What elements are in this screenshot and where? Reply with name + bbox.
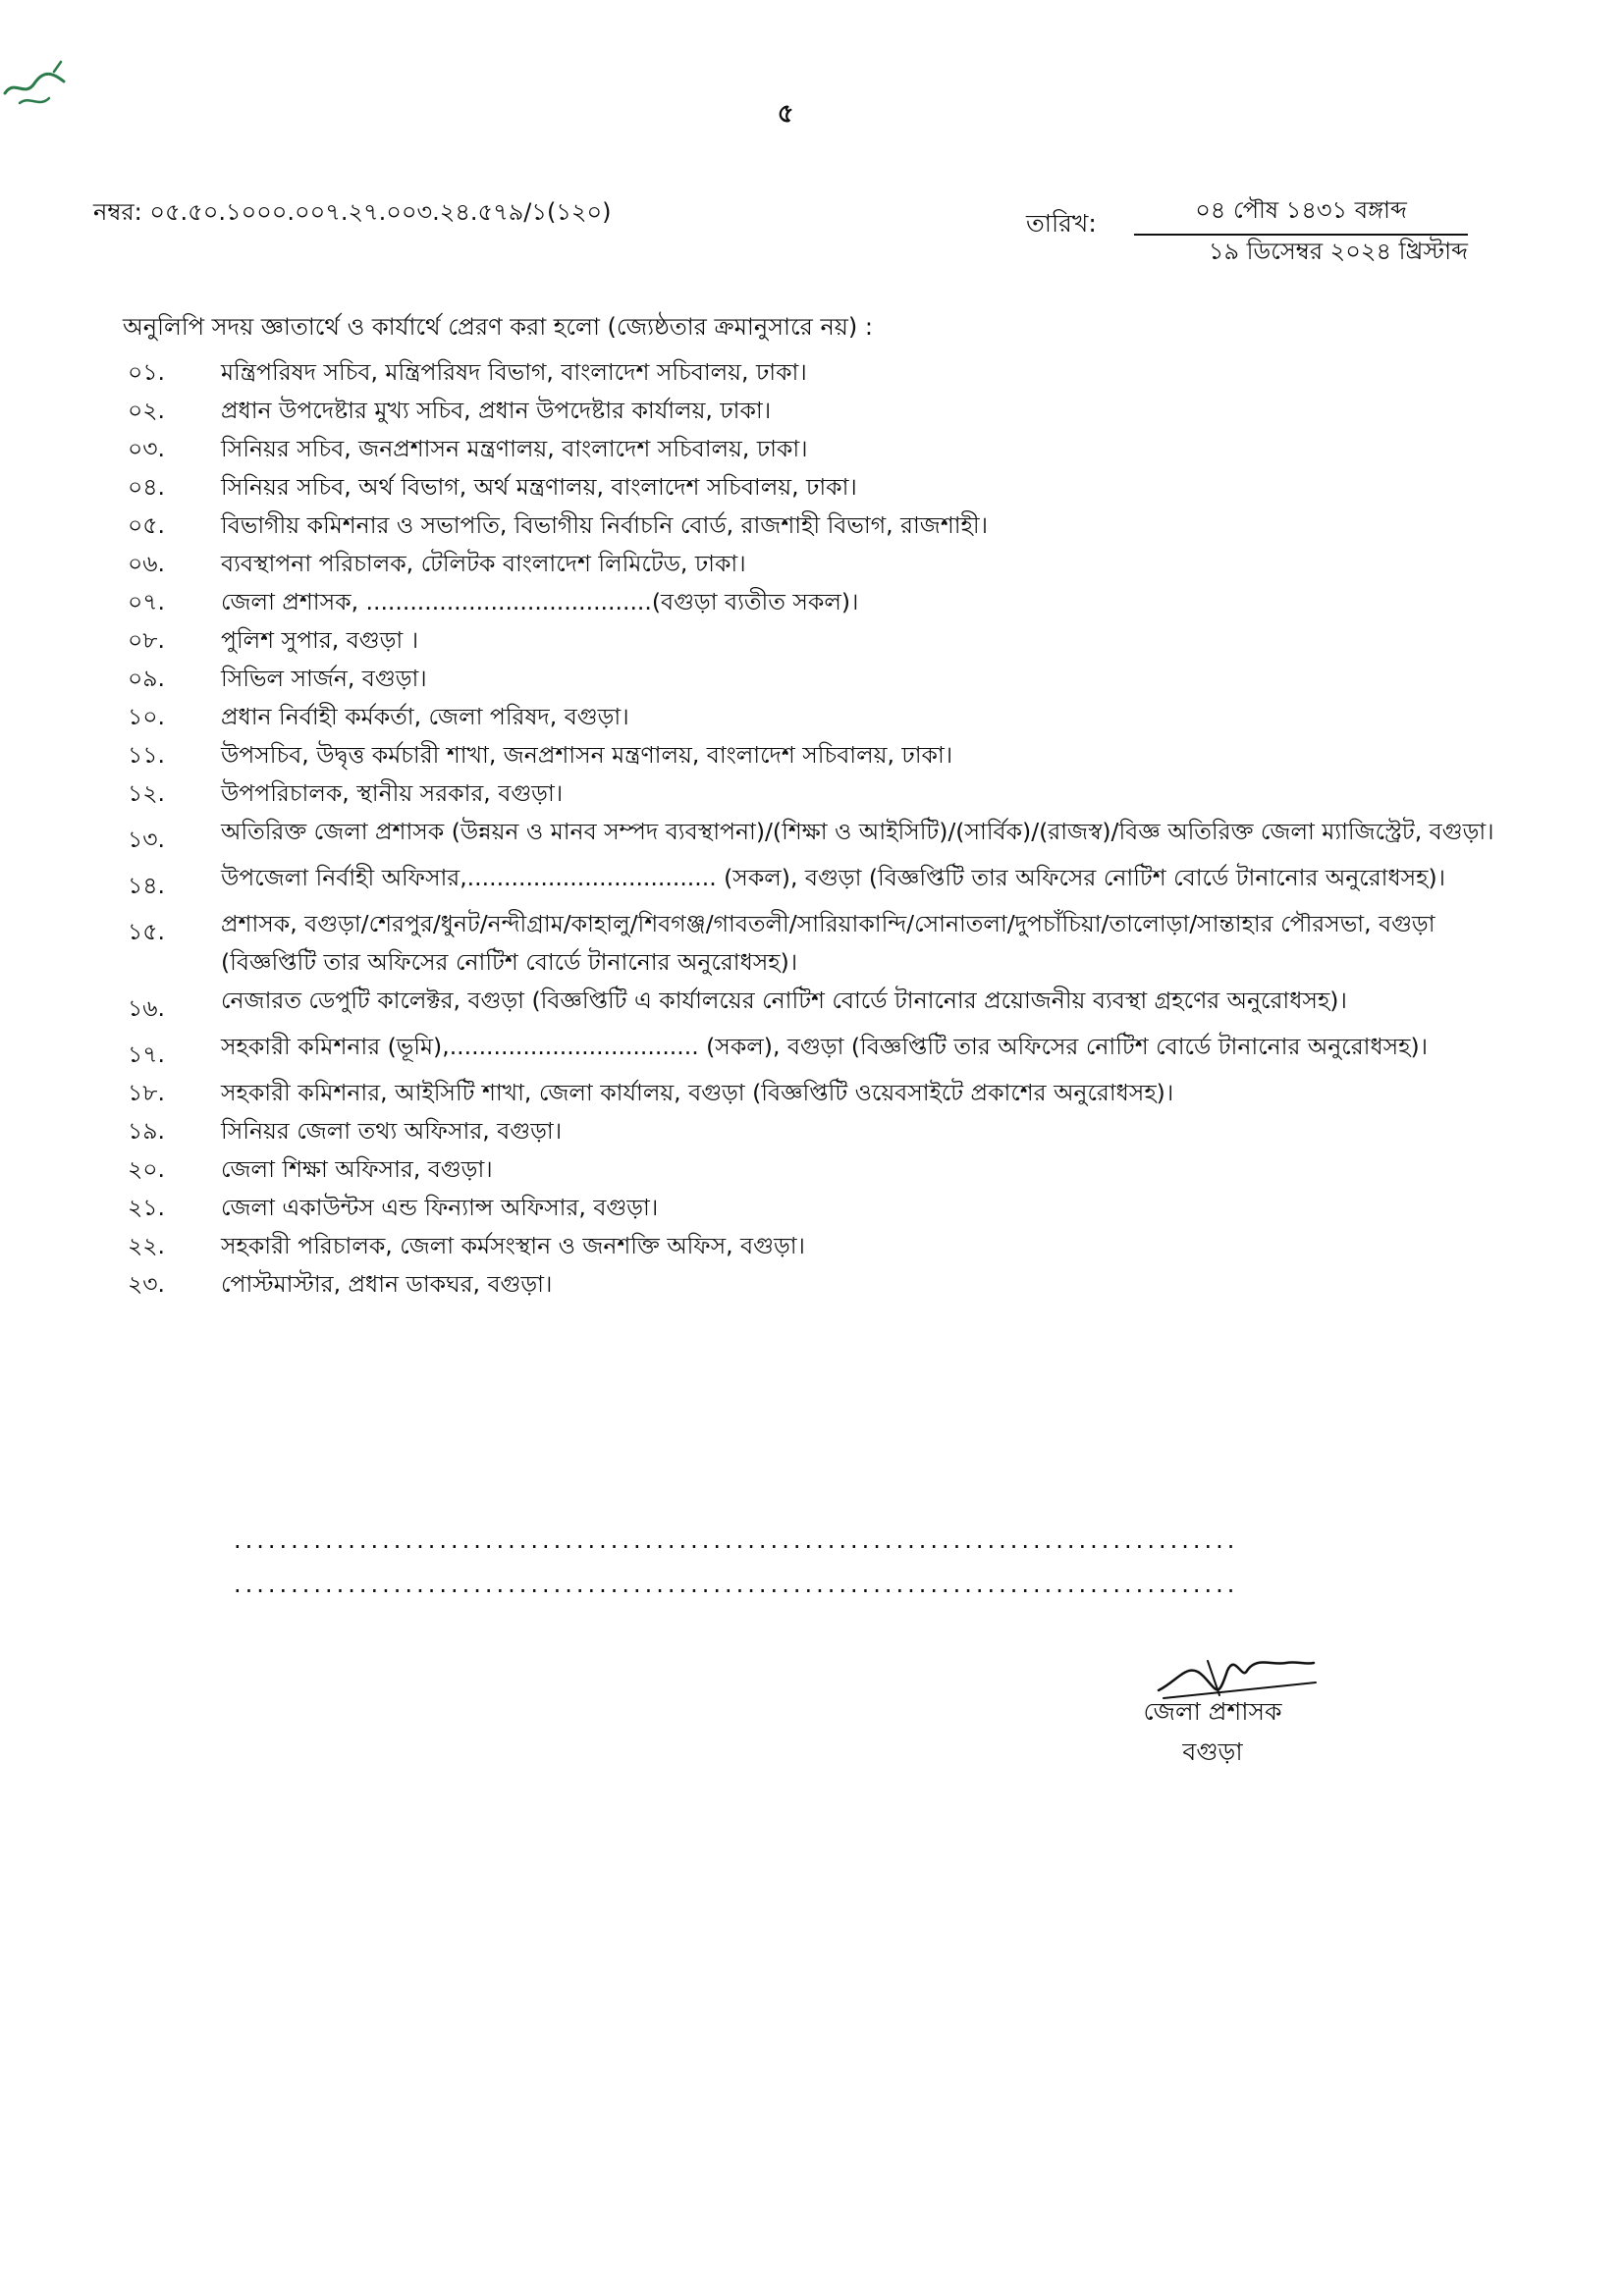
item-number: ১৪. (128, 872, 165, 899)
item-number: ২৩. (128, 1270, 166, 1298)
list-item (128, 982, 1502, 1028)
page-number: ৫ (777, 99, 794, 129)
signatory-title: জেলা প্রশাসক (1143, 1697, 1282, 1726)
list-item (128, 1028, 1502, 1074)
item-number: ০৮. (128, 626, 165, 654)
item-number: ০৩. (128, 435, 166, 462)
list-item (128, 660, 1502, 698)
list-item (128, 545, 1502, 583)
item-text: সহকারী কমিশনার, আইসিটি শাখা, জেলা কার্যালয়, বগুড়া (বিজ্ঞপ্তিটি ওয়েবসাইটে প্রকাশের অনুরোধসহ)। (221, 1079, 1174, 1106)
list-item (128, 621, 1502, 660)
item-number: ০৭. (128, 588, 166, 615)
item-number: ১৫. (128, 918, 165, 945)
date-bangla: ০৪ পৌষ ১৪৩১ বঙ্গাব্দ (1134, 192, 1468, 236)
recipient-list (128, 353, 1502, 1304)
item-number: ০১. (128, 358, 165, 386)
list-item (128, 1150, 1502, 1189)
list-item (128, 1074, 1502, 1112)
item-number: ২১. (128, 1194, 165, 1221)
placeholder-line: ........................................................................................ (234, 1571, 1239, 1598)
intro-text: অনুলিপি সদয় জ্ঞাতার্থে ও কার্যার্থে প্রেরণ করা হলো (জ্যেষ্ঠতার ক্রমানুসারে নয়) : (123, 313, 874, 341)
list-item (128, 736, 1502, 774)
item-text: সিভিল সার্জন, বগুড়া। (221, 665, 427, 692)
item-text: ব্যবস্থাপনা পরিচালক, টেলিটক বাংলাদেশ লিমিটেড, ঢাকা। (221, 550, 746, 577)
item-number: ১৮. (128, 1079, 165, 1106)
date-block (1026, 192, 1468, 271)
item-text: জেলা শিক্ষা অফিসার, বগুড়া। (221, 1155, 493, 1183)
list-item (128, 859, 1502, 905)
list-item (128, 774, 1502, 813)
item-text: সহকারী পরিচালক, জেলা কর্মসংস্থান ও জনশক্তি অফিস, বগুড়া। (221, 1232, 805, 1259)
item-text: উপপরিচালক, স্থানীয় সরকার, বগুড়া। (221, 779, 564, 807)
list-item (128, 468, 1502, 507)
item-text: সিনিয়র সচিব, জনপ্রশাসন মন্ত্রণালয়, বাংলাদেশ সচিবালয়, ঢাকা। (221, 435, 808, 462)
placeholder-line: ........................................................................................ (234, 1526, 1239, 1554)
item-text: সিনিয়র সচিব, অর্থ বিভাগ, অর্থ মন্ত্রণালয়, বাংলাদেশ সচিবালয়, ঢাকা। (221, 473, 857, 501)
item-text: প্রধান নির্বাহী কর্মকর্তা, জেলা পরিষদ, বগুড়া। (221, 703, 629, 730)
handwritten-mark-icon (0, 54, 79, 123)
list-item (128, 1189, 1502, 1227)
list-item (128, 1112, 1502, 1150)
item-text: বিভাগীয় কমিশনার ও সভাপতি, বিভাগীয় নির্বাচনি বোর্ড, রাজশাহী বিভাগ, রাজশাহী। (221, 511, 989, 539)
list-item (128, 813, 1502, 859)
list-item (128, 905, 1502, 982)
item-text: উপজেলা নির্বাহী অফিসার,.................................. (সকল), বগুড়া (বিজ্ঞপ্তিটি তার অফিসের নোটিশ বোর্ডে টানানোর অনুরোধসহ)। (221, 864, 1446, 891)
item-number: ০৪. (128, 473, 165, 501)
item-number: ০৬. (128, 550, 166, 577)
item-text: অতিরিক্ত জেলা প্রশাসক (উন্নয়ন ও মানব সম্পদ ব্যবস্থাপনা)/(শিক্ষা ও আইসিটি)/(সার্বিক)/(রাজস্ব)/বিজ্ঞ অতিরিক্ত জেলা ম্যাজিস্ট্রেট, বগুড়া। (221, 818, 1494, 845)
list-item (128, 507, 1502, 545)
memo-number: নম্বর: ০৫.৫০.১০০০.০০৭.২৭.০০৩.২৪.৫৭৯/১(১২০) (93, 198, 612, 226)
list-item (128, 1227, 1502, 1265)
item-number: ১৭. (128, 1041, 165, 1068)
item-number: ১০. (128, 703, 165, 730)
item-text: জেলা প্রশাসক, .......................................(বগুড়া ব্যতীত সকল)। (221, 588, 859, 615)
item-number: ১৬. (128, 994, 165, 1022)
list-item (128, 392, 1502, 430)
item-text: প্রধান উপদেষ্টার মুখ্য সচিব, প্রধান উপদেষ্টার কার্যালয়, ঢাকা। (221, 397, 772, 424)
item-number: ০২. (128, 397, 166, 424)
date-label: তারিখ: (1026, 209, 1097, 238)
item-text: সিনিয়র জেলা তথ্য অফিসার, বগুড়া। (221, 1117, 563, 1145)
item-text: মন্ত্রিপরিষদ সচিব, মন্ত্রিপরিষদ বিভাগ, বাংলাদেশ সচিবালয়, ঢাকা। (221, 358, 807, 386)
item-text: পোস্টমাস্টার, প্রধান ডাকঘর, বগুড়া। (221, 1270, 553, 1298)
item-text: নেজারত ডেপুটি কালেক্টর, বগুড়া (বিজ্ঞপ্তিটি এ কার্যালয়ের নোটিশ বোর্ডে টানানোর প্রয়োজনীয় ব্যবস্থা গ্রহণের অনুরোধসহ)। (221, 987, 1347, 1014)
list-item (128, 353, 1502, 392)
item-number: ২০. (128, 1155, 166, 1183)
item-number: ১৩. (128, 826, 165, 853)
item-number: ১৯. (128, 1117, 165, 1145)
date-gregorian: ১৯ ডিসেম্বর ২০২৪ খ্রিস্টাব্দ (1208, 238, 1468, 265)
item-number: ২২. (128, 1232, 166, 1259)
list-item (128, 698, 1502, 736)
item-number: ১২. (128, 779, 165, 807)
item-text: পুলিশ সুপার, বগুড়া । (221, 626, 419, 654)
item-number: ১১. (128, 741, 165, 769)
signatory-place: বগুড়া (1182, 1737, 1243, 1766)
list-item (128, 583, 1502, 621)
item-number: ০৫. (128, 511, 165, 539)
item-text: সহকারী কমিশনার (ভূমি),.................................. (সকল), বগুড়া (বিজ্ঞপ্তিটি তার অফিসের নোটিশ বোর্ডে টানানোর অনুরোধসহ)। (221, 1033, 1429, 1060)
item-text: উপসচিব, উদ্বৃত্ত কর্মচারী শাখা, জনপ্রশাসন মন্ত্রণালয়, বাংলাদেশ সচিবালয়, ঢাকা। (221, 741, 953, 769)
item-number: ০৯. (128, 665, 165, 692)
item-text: প্রশাসক, বগুড়া/শেরপুর/ধুনট/নন্দীগ্রাম/কাহালু/শিবগঞ্জ/গাবতলী/সারিয়াকান্দি/সোনাতলা/দুপচাঁচিয়া/তালোড়া/সান্তাহার পৌরসভা, বগুড়া (বিজ্ঞপ্তিটি তার অফিসের নোটিশ বোর্ডে টানানোর অনুরোধসহ)। (221, 910, 1435, 976)
list-item (128, 430, 1502, 468)
item-text: জেলা একাউন্টস এন্ড ফিন্যান্স অফিসার, বগুড়া। (221, 1194, 659, 1221)
list-item (128, 1265, 1502, 1304)
